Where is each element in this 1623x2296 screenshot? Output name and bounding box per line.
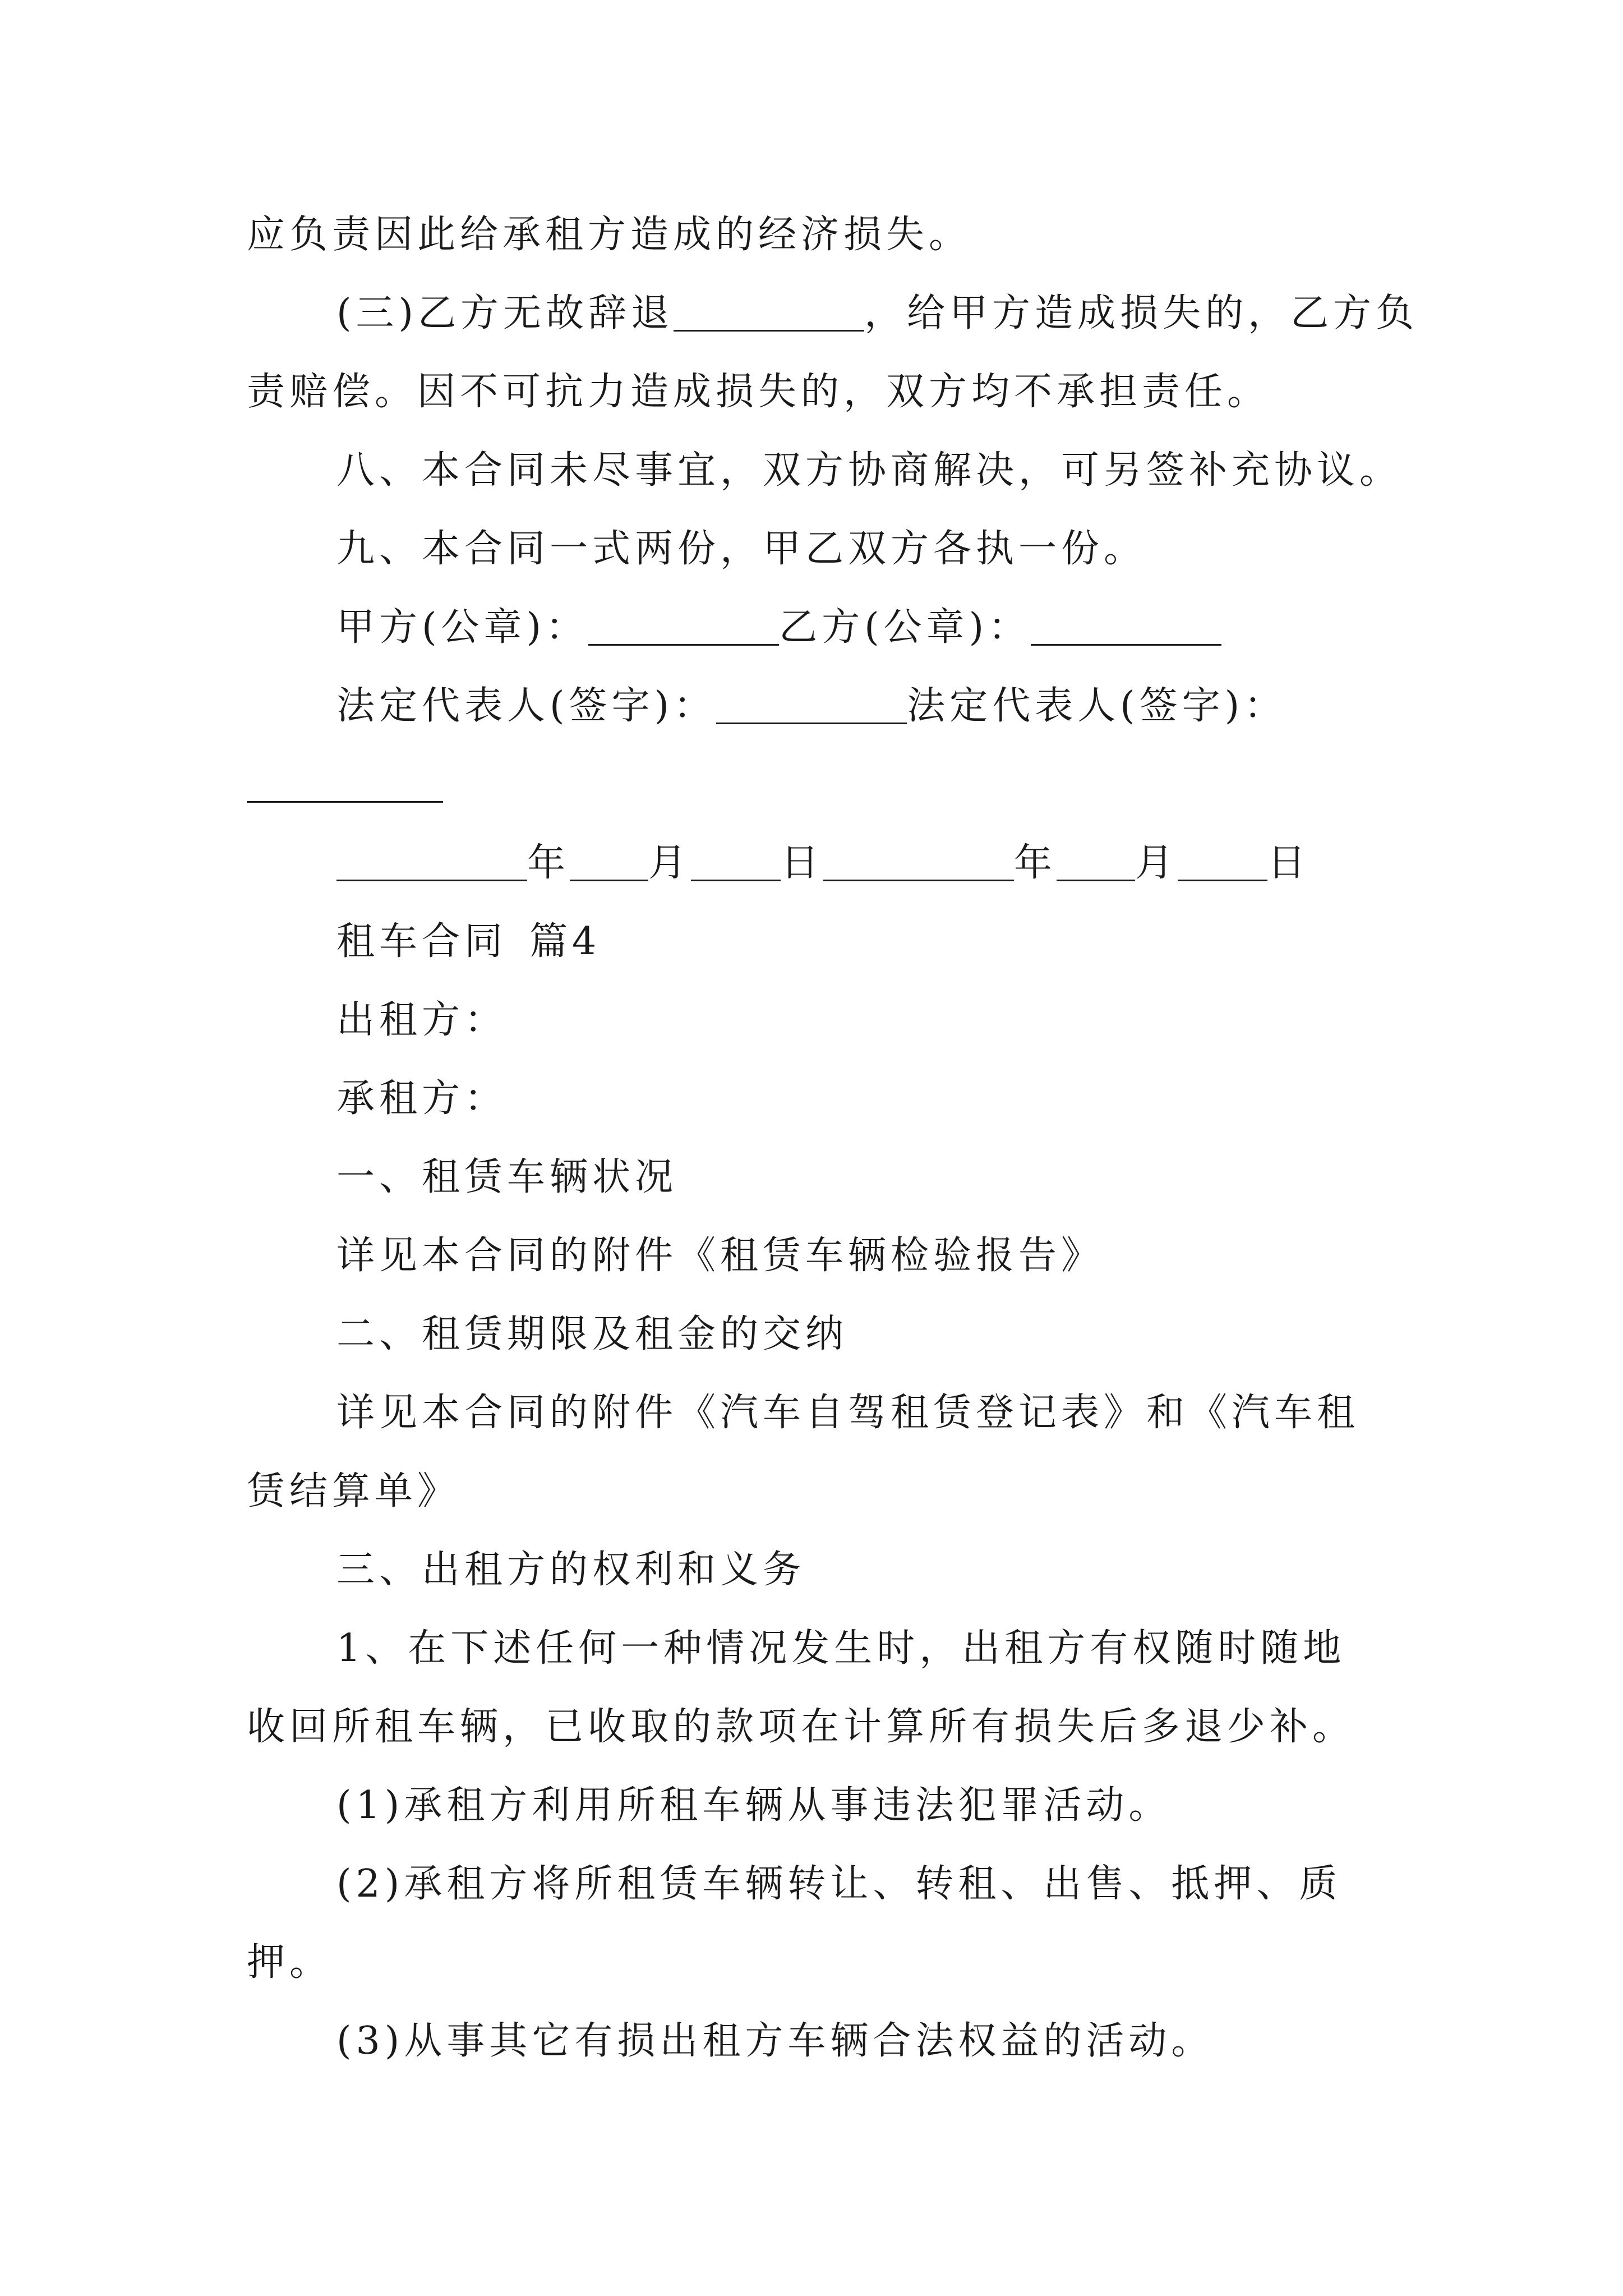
paragraph-line: (2)承租方将所租赁车辆转让、转租、出售、抵押、质 [336,1862,1342,1906]
contract-title: 租车合同 [336,919,508,964]
contract-number: 篇4 [529,919,601,964]
month-blank [1057,879,1135,881]
paragraph-line [336,291,1419,335]
paragraph-line: 出租方： [336,998,508,1042]
day-label: 日 [1267,841,1311,885]
signature-line [336,684,1287,728]
paragraph-line: 二、租赁期限及租金的交纳 [336,1312,849,1356]
paragraph-line: 八、本合同未尽事宜，双方协商解决，可另签补充协议。 [336,448,1403,493]
party-a-representative-label: 法定代表人(签字)： [336,684,717,728]
year-blank [336,879,527,881]
clause-text: (三)乙方无故辞退 [336,291,674,335]
paragraph-line: 1、在下述任何一种情况发生时，出租方有权随时随地 [336,1626,1346,1671]
paragraph-line: 三、出租方的权利和义务 [336,1548,806,1592]
signature-line [247,766,443,804]
fill-in-blank [674,329,864,332]
party-a-representative-blank [716,722,907,724]
day-label: 日 [781,841,824,885]
party-b-seal-label: 乙方(公章)： [779,605,1031,650]
party-a-seal-blank [588,643,779,646]
paragraph-line: 押。 [247,1940,333,1985]
party-a-seal-label: 甲方(公章)： [336,605,589,650]
paragraph-line: 一、租赁车辆状况 [336,1155,678,1199]
paragraph-line: 应负责因此给承租方造成的经济损失。 [247,213,972,257]
month-label: 月 [1135,841,1178,885]
year-label: 年 [1014,841,1057,885]
party-b-representative-label: 法定代表人(签字)： [907,684,1287,728]
paragraph-line: 赁结算单》 [247,1469,460,1513]
day-blank [691,879,781,881]
year-blank [823,879,1014,881]
party-b-representative-blank [247,800,443,803]
clause-text: ，给甲方造成损失的，乙方负 [864,291,1419,335]
year-label: 年 [527,841,570,885]
day-blank [1178,879,1267,881]
paragraph-line: 详见本合同的附件《租赁车辆检验报告》 [336,1234,1104,1278]
paragraph-line: 责赔偿。因不可抗力造成损失的，双方均不承担责任。 [247,370,1270,414]
section-heading [336,919,601,964]
month-label: 月 [648,841,691,885]
paragraph-line: 九、本合同一式两份，甲乙双方各执一份。 [336,527,1147,571]
paragraph-line: 收回所租车辆，已收取的款项在计算所有损失后多退少补。 [247,1705,1355,1749]
paragraph-line: 详见本合同的附件《汽车自驾租赁登记表》和《汽车租 [336,1391,1360,1435]
paragraph-line: (3)从事其它有损出租方车辆合法权益的活动。 [336,2019,1214,2063]
party-b-seal-blank [1031,643,1221,646]
paragraph-line: 承租方： [336,1076,508,1121]
month-blank [570,879,648,881]
signature-line [336,605,1221,650]
date-line [336,841,1311,885]
paragraph-line: (1)承租方利用所租车辆从事违法犯罪活动。 [336,1783,1172,1828]
